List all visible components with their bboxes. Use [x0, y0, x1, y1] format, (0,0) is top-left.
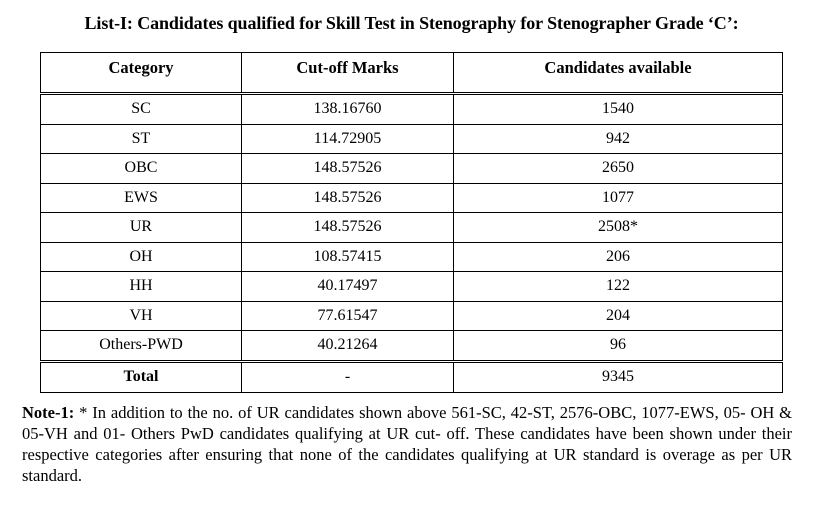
cutoff-cell: 108.57415	[242, 242, 454, 272]
column-header-category: Category	[41, 53, 242, 94]
category-cell: Others-PWD	[41, 331, 242, 362]
available-cell: 204	[454, 301, 783, 331]
list-heading: List-I: Candidates qualified for Skill Test in Stenography for Stenographer Grade ‘C’:	[84, 13, 739, 33]
total-row	[41, 361, 783, 392]
available-cell: 1077	[454, 183, 783, 213]
cutoff-cell: 40.17497	[242, 272, 454, 302]
available-cell: 96	[454, 331, 783, 362]
cutoff-cell: 77.61547	[242, 301, 454, 331]
available-cell: 122	[454, 272, 783, 302]
table-row	[41, 94, 783, 125]
table-row	[41, 183, 783, 213]
table-row	[41, 213, 783, 243]
category-cell: OH	[41, 242, 242, 272]
table-row	[41, 301, 783, 331]
total-label: Total	[41, 361, 242, 392]
table-row	[41, 154, 783, 184]
table-row	[41, 242, 783, 272]
table-header-row	[41, 53, 783, 94]
table-row	[41, 272, 783, 302]
total-cutoff: -	[242, 361, 454, 392]
cutoff-cell: 148.57526	[242, 213, 454, 243]
available-cell: 2508*	[454, 213, 783, 243]
column-header-available: Candidates available	[454, 53, 783, 94]
column-header-cutoff: Cut-off Marks	[242, 53, 454, 94]
available-cell: 942	[454, 124, 783, 154]
available-cell: 206	[454, 242, 783, 272]
note-label: Note-1:	[22, 403, 75, 422]
available-cell: 1540	[454, 94, 783, 125]
category-cell: SC	[41, 94, 242, 125]
cutoff-cell: 148.57526	[242, 183, 454, 213]
category-cell: EWS	[41, 183, 242, 213]
category-cell: ST	[41, 124, 242, 154]
cutoff-cell: 138.16760	[242, 94, 454, 125]
table-row	[41, 331, 783, 362]
cutoff-table	[40, 52, 783, 393]
note-text: * In addition to the no. of UR candidates shown above 561-SC, 42-ST, 2576-OBC, 1077-EWS, 05- OH & 05-VH and 01- Others PwD candidates qualifying at UR cut- off. These candidates have been shown under their respective categories after ensuring that none of the candidates qualifying at UR standard is overage as per UR standard.	[22, 403, 793, 485]
footnote	[22, 402, 792, 486]
cutoff-cell: 40.21264	[242, 331, 454, 362]
available-cell: 2650	[454, 154, 783, 184]
category-cell: UR	[41, 213, 242, 243]
cutoff-cell: 148.57526	[242, 154, 454, 184]
category-cell: HH	[41, 272, 242, 302]
category-cell: VH	[41, 301, 242, 331]
category-cell: OBC	[41, 154, 242, 184]
cutoff-cell: 114.72905	[242, 124, 454, 154]
total-available: 9345	[454, 361, 783, 392]
table-row	[41, 124, 783, 154]
